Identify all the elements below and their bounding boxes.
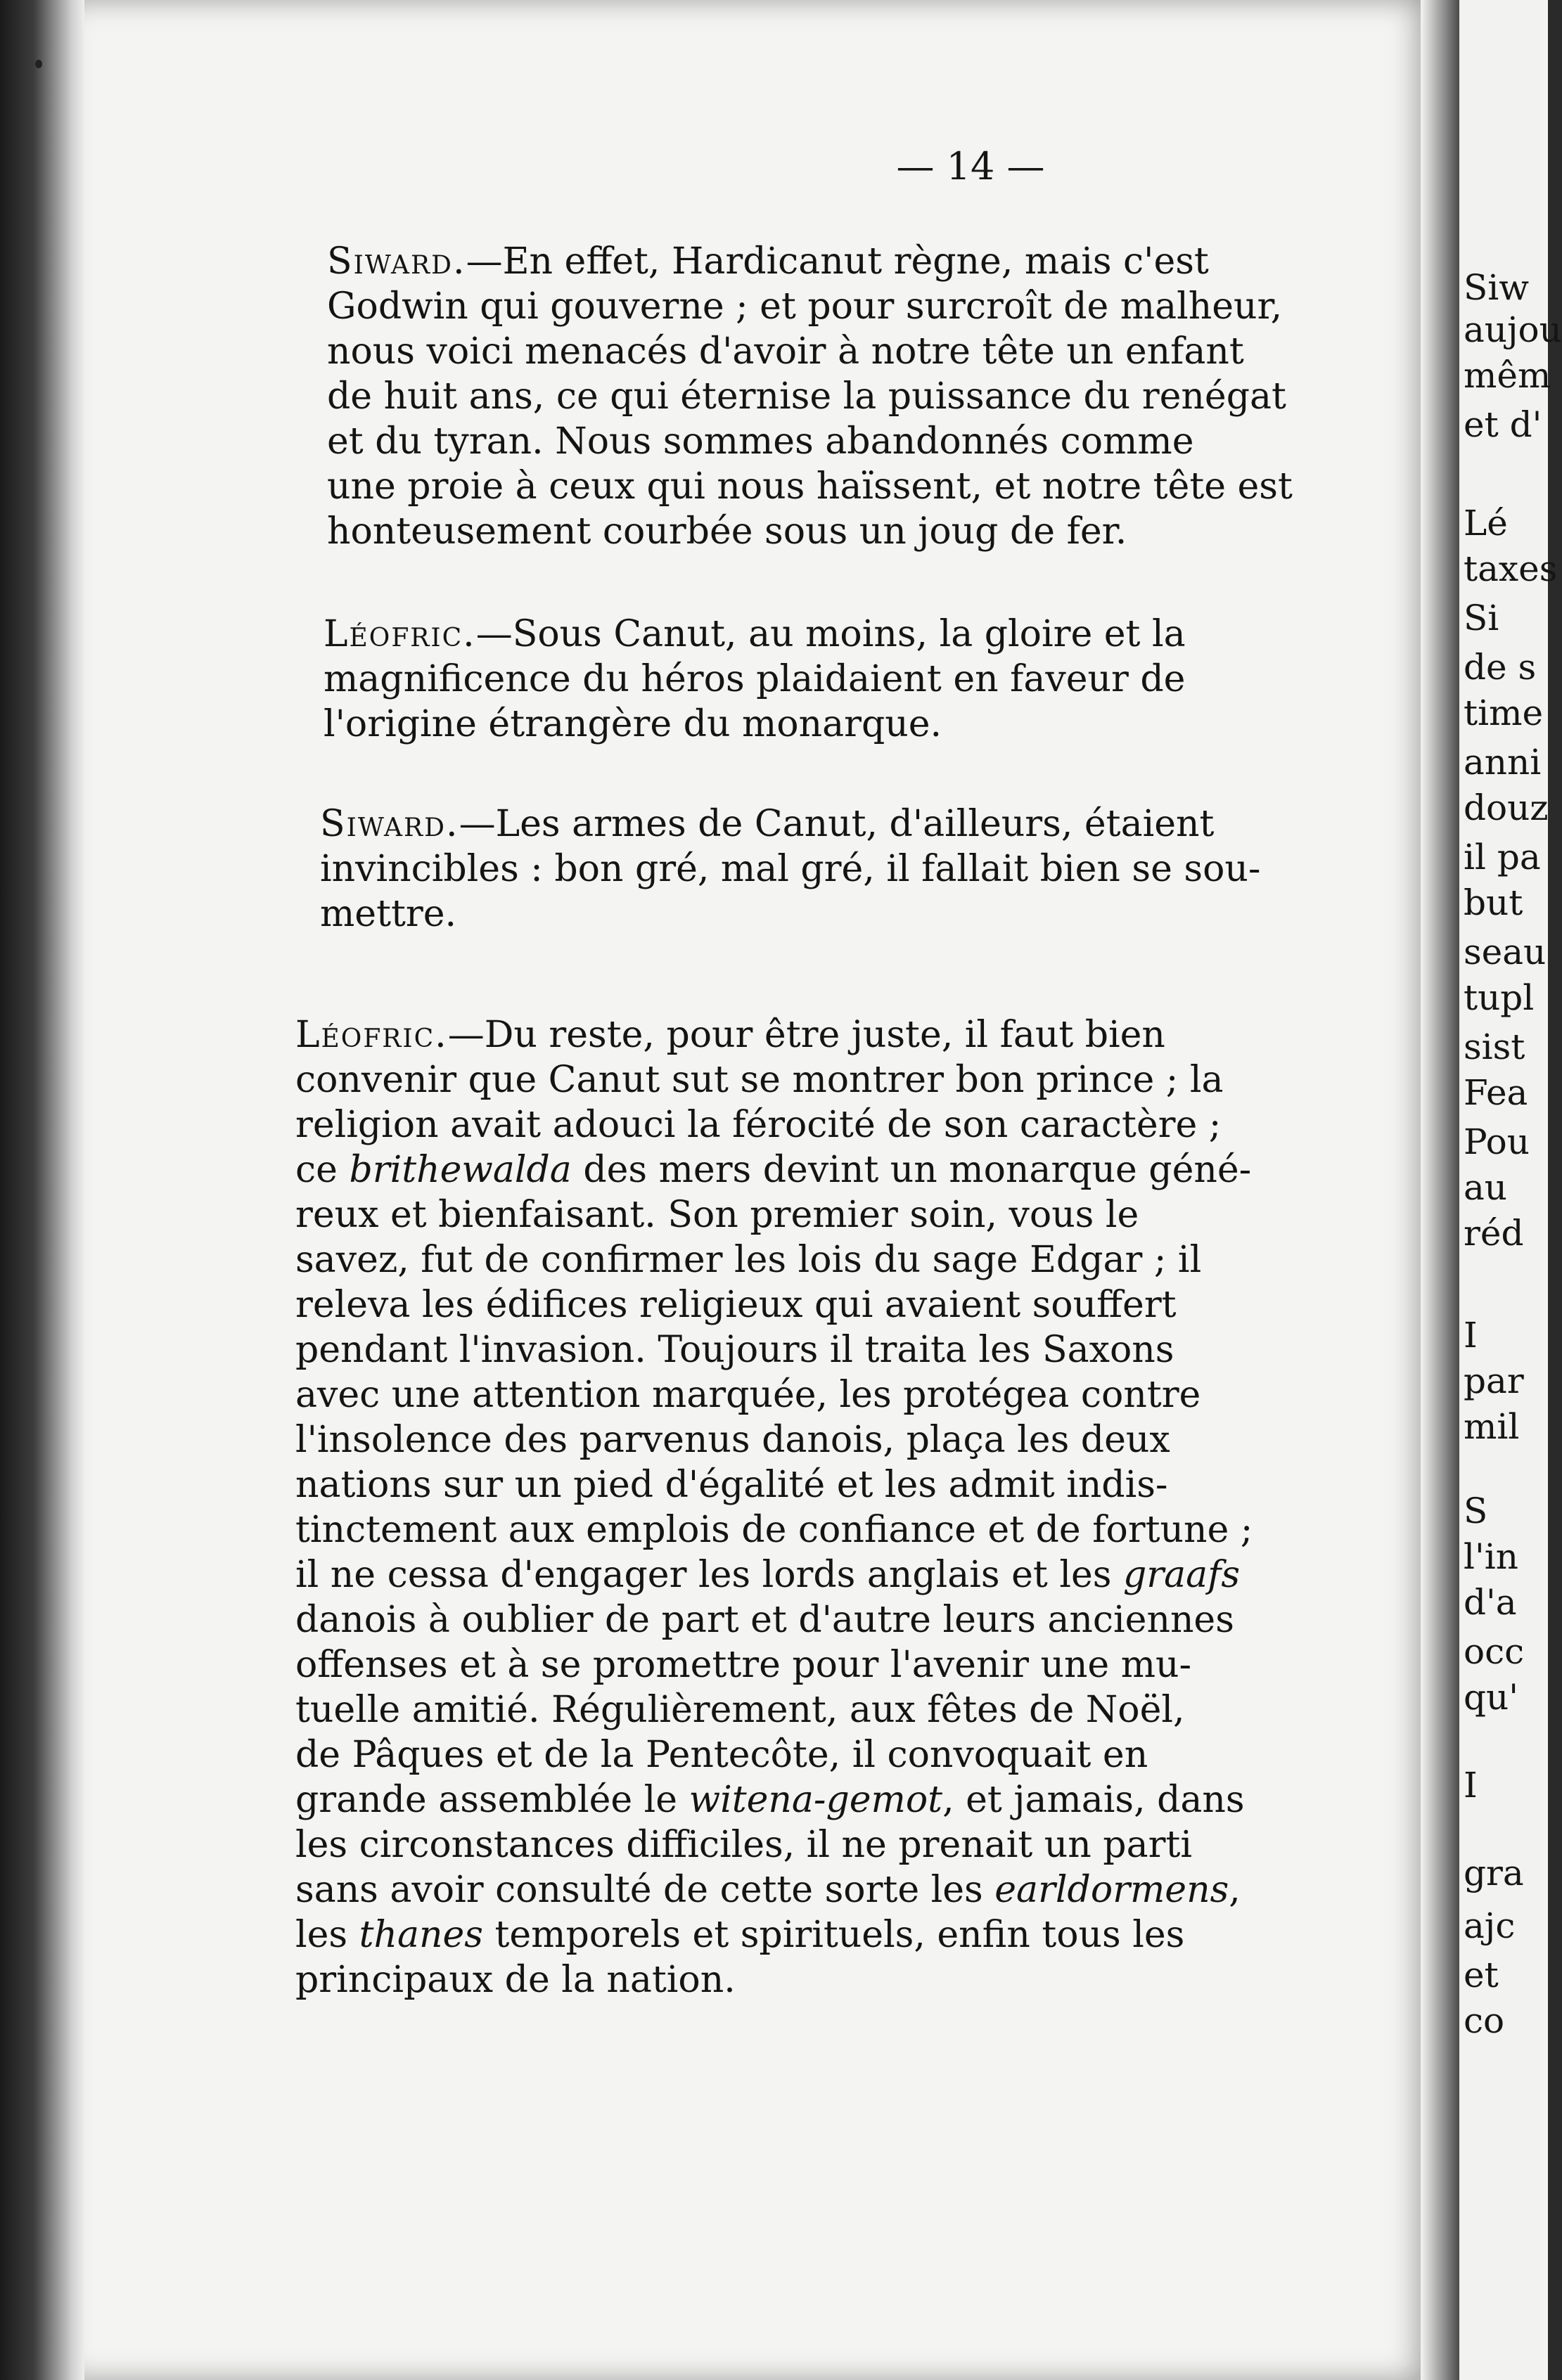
adjacent-fragment: co — [1464, 2000, 1505, 2041]
text-line: Léofric.—Sous Canut, au moins, la gloire et la — [324, 613, 1186, 655]
text-line: principaux de la nation. — [295, 1959, 736, 2001]
adjacent-fragment: time — [1464, 693, 1544, 733]
book-page — [84, 0, 1438, 2380]
adjacent-fragment: sist — [1464, 1027, 1525, 1067]
adjacent-page-edge — [1459, 0, 1562, 2380]
text-line: danois à oublier de part et d'autre leurs anciennes — [295, 1599, 1234, 1641]
text-line: mettre. — [320, 893, 457, 935]
paragraph-siward-1 — [327, 239, 1516, 554]
adjacent-fragment: l'in — [1464, 1536, 1518, 1577]
book-binding-edge — [0, 0, 84, 2380]
adjacent-fragment: Si — [1464, 598, 1499, 638]
adjacent-fragment: d'a — [1464, 1582, 1517, 1623]
adjacent-fragment: mil — [1464, 1406, 1520, 1447]
adjacent-fragment: ajc — [1464, 1905, 1516, 1946]
text-line: les thanes temporels et spirituels, enfin tous les — [295, 1914, 1185, 1956]
adjacent-fragment: Lé — [1464, 503, 1508, 543]
speaker-name: Siward. — [320, 803, 459, 845]
speaker-name: Léofric. — [295, 1014, 448, 1056]
adjacent-fragment: il pa — [1464, 837, 1541, 877]
text-line: religion avait adouci la férocité de son caractère ; — [295, 1104, 1222, 1146]
adjacent-fragment: tupl — [1464, 977, 1535, 1018]
adjacent-fragment: anni — [1464, 742, 1542, 783]
text-line: grande assemblée le witena-gemot, et jamais, dans — [295, 1779, 1245, 1821]
adjacent-fragment: réd — [1464, 1213, 1524, 1254]
adjacent-fragment: taxes — [1464, 548, 1558, 589]
text-line: Godwin qui gouverne ; et pour surcroît de malheur, — [327, 285, 1283, 328]
text-line: invincibles : bon gré, mal gré, il fallait bien se sou- — [320, 848, 1261, 890]
text-line: Siward.—Les armes de Canut, d'ailleurs, étaient — [320, 803, 1215, 845]
text-line: ce brithewalda des mers devint un monarque géné- — [295, 1149, 1252, 1191]
adjacent-fragment: I — [1464, 1315, 1478, 1356]
text-line: releva les édifices religieux qui avaient souffert — [295, 1284, 1177, 1326]
adjacent-fragment: et d' — [1464, 404, 1542, 445]
adjacent-fragment: par — [1464, 1361, 1524, 1401]
speaker-name: Siward. — [327, 240, 466, 283]
text-line: Léofric.—Du reste, pour être juste, il faut bien — [295, 1014, 1165, 1056]
text-line: tuelle amitié. Régulièrement, aux fêtes de Noël, — [295, 1689, 1185, 1731]
text-line: nous voici menacés d'avoir à notre tête un enfant — [327, 330, 1244, 373]
adjacent-fragment: mêm — [1464, 355, 1551, 396]
speaker-name: Léofric. — [324, 613, 476, 655]
text-line: offenses et à se promettre pour l'avenir une mu- — [295, 1644, 1192, 1686]
text-line: nations sur un pied d'égalité et les admit indis- — [295, 1464, 1168, 1506]
adjacent-fragment: de s — [1464, 647, 1537, 688]
text-line: sans avoir consulté de cette sorte les earldormens, — [295, 1869, 1241, 1911]
adjacent-fragment: Siw — [1464, 267, 1530, 308]
gutter-shadow — [1421, 0, 1463, 2380]
adjacent-fragment: douz — [1464, 787, 1549, 828]
text-line: il ne cessa d'engager les lords anglais et les graafs — [295, 1554, 1241, 1596]
text-line: les circonstances difficiles, il ne prenait un parti — [295, 1824, 1192, 1866]
adjacent-fragment: seau — [1464, 932, 1547, 972]
text-line: magnificence du héros plaidaient en faveur de — [324, 658, 1186, 700]
adjacent-fragment: et — [1464, 1955, 1499, 1995]
adjacent-fragment: S — [1464, 1491, 1488, 1531]
text-line: et du tyran. Nous sommes abandonnés comme — [327, 420, 1194, 463]
adjacent-fragment: Fea — [1464, 1072, 1528, 1113]
adjacent-fragment: I — [1464, 1765, 1478, 1806]
adjacent-fragment: Pou — [1464, 1121, 1530, 1162]
text-line: de huit ans, ce qui éternise la puissance du renégat — [327, 375, 1286, 418]
adjacent-fragment: occ — [1464, 1631, 1525, 1672]
paragraph-siward-2 — [320, 802, 1509, 937]
text-line: savez, fut de confirmer les lois du sage Edgar ; il — [295, 1239, 1202, 1281]
adjacent-fragment: but — [1464, 882, 1523, 923]
text-line: tinctement aux emplois de confiance et de fortune ; — [295, 1509, 1253, 1551]
text-line: l'insolence des parvenus danois, plaça les deux — [295, 1419, 1170, 1461]
paragraph-leofric-2 — [295, 1012, 1508, 2002]
text-line: pendant l'invasion. Toujours il traita les Saxons — [295, 1329, 1174, 1371]
text-line: convenir que Canut sut se montrer bon prince ; la — [295, 1059, 1224, 1101]
text-line: l'origine étrangère du monarque. — [324, 703, 942, 745]
text-line: honteusement courbée sous un joug de fer. — [327, 510, 1127, 553]
adjacent-fragment: qu' — [1464, 1677, 1518, 1718]
text-line: de Pâques et de la Pentecôte, il convoquait en — [295, 1734, 1148, 1776]
adjacent-fragment: aujou — [1464, 309, 1562, 350]
text-line: Siward.—En effet, Hardicanut règne, mais c'est — [327, 240, 1209, 283]
adjacent-fragment: gra — [1464, 1853, 1524, 1893]
text-line: reux et bienfaisant. Son premier soin, vous le — [295, 1194, 1139, 1236]
paragraph-leofric-1 — [324, 612, 1512, 747]
text-line: une proie à ceux qui nous haïssent, et notre tête est — [327, 465, 1293, 508]
scan-speck — [35, 60, 42, 68]
adjacent-fragment: au — [1464, 1167, 1508, 1208]
text-line: avec une attention marquée, les protégea contre — [295, 1374, 1201, 1416]
page-number: — 14 — — [896, 144, 1045, 188]
